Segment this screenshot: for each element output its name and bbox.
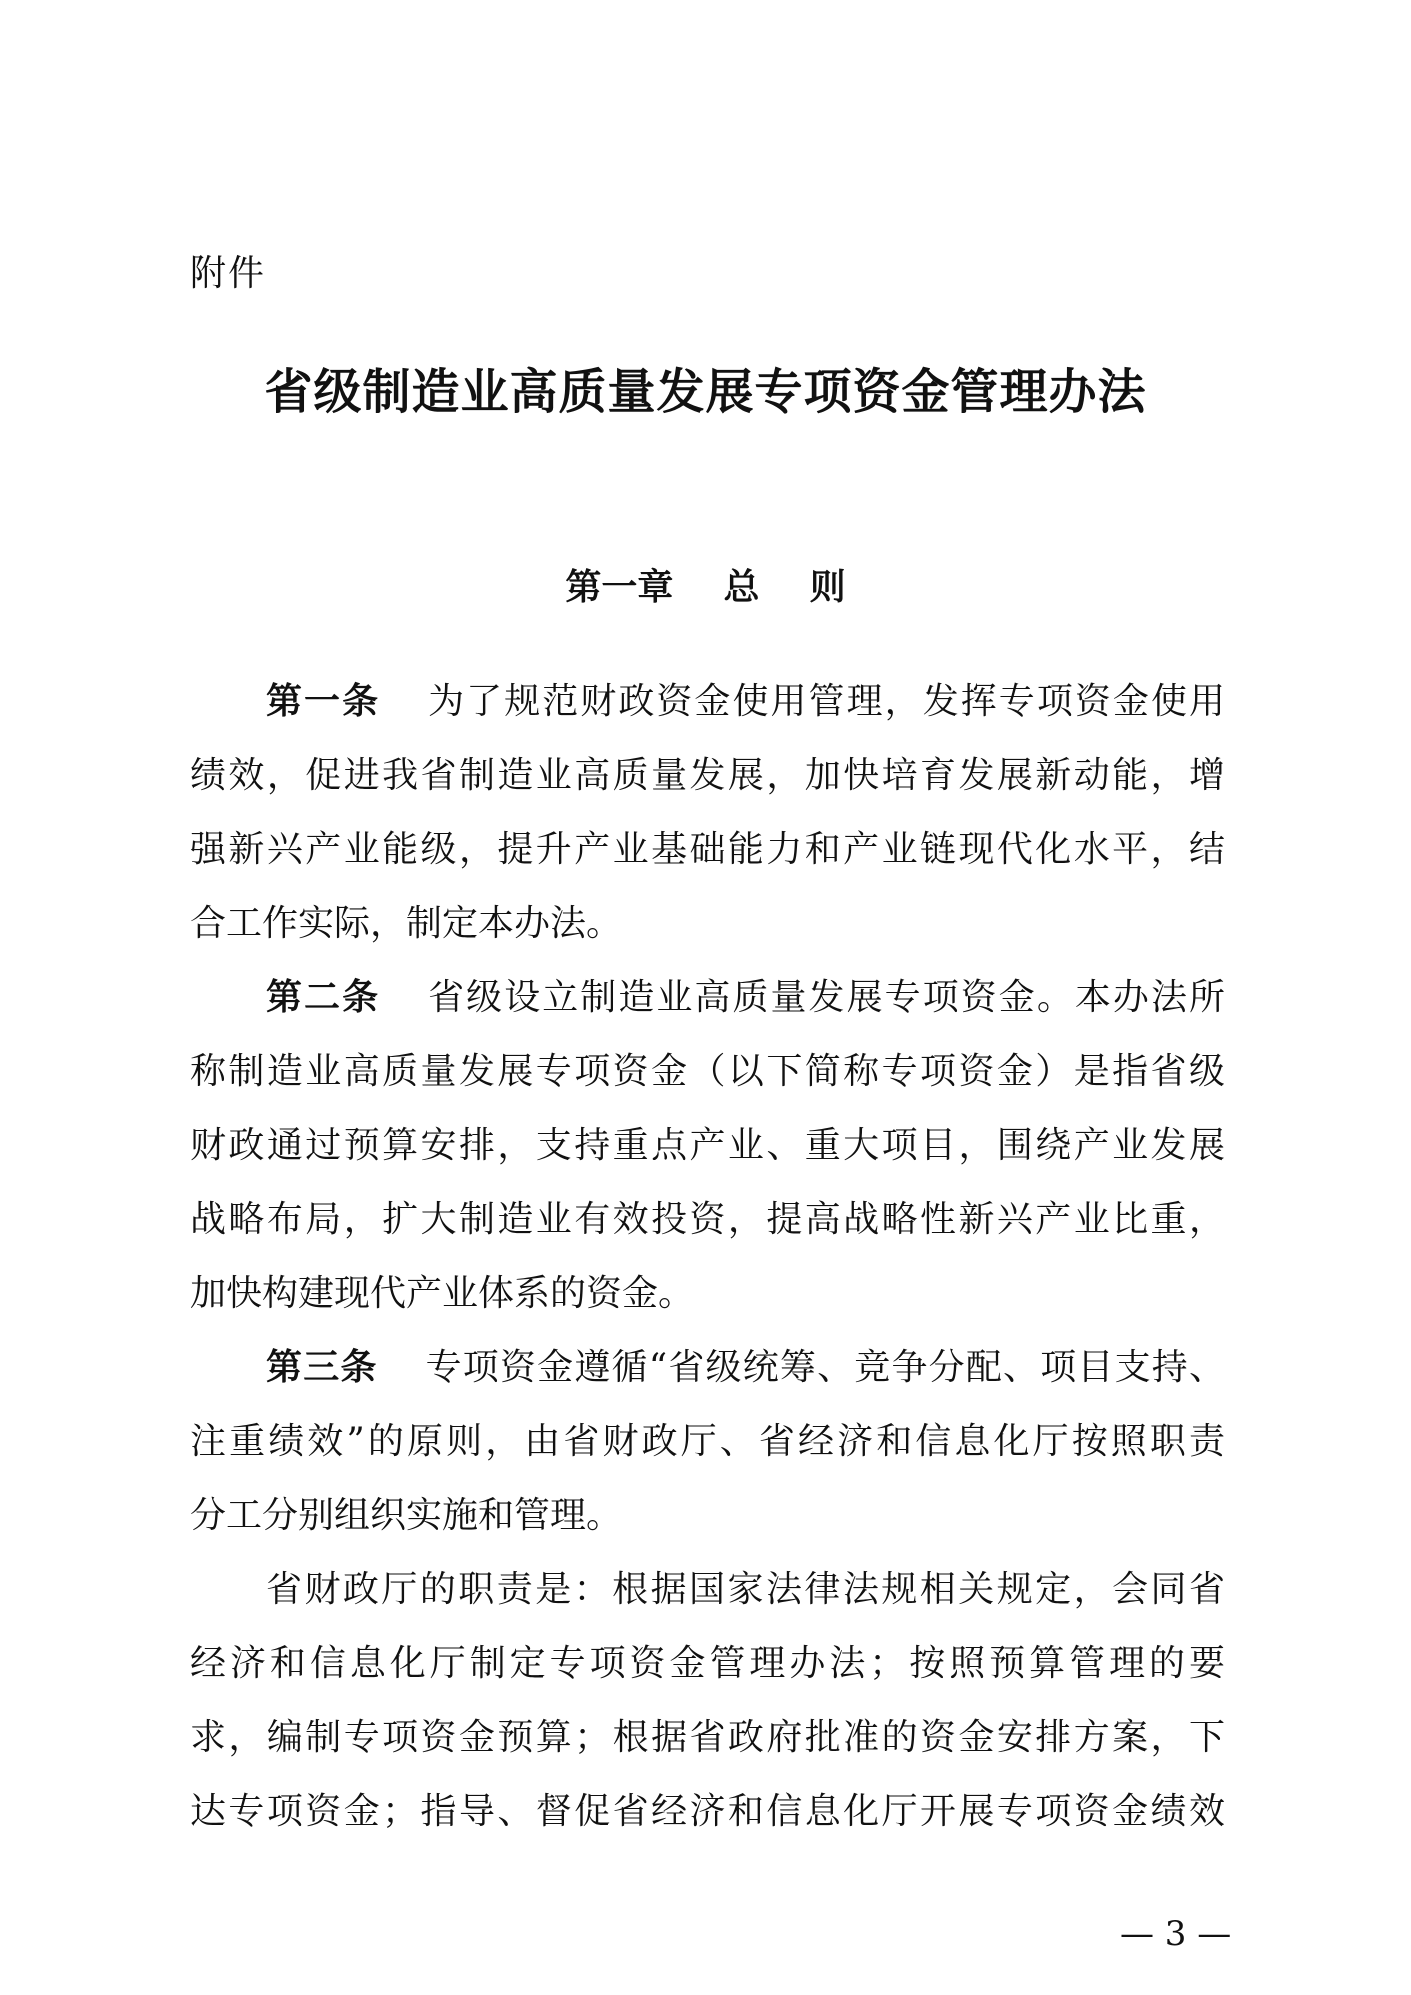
article-line: 第三条 专项资金遵循“省级统筹、竞争分配、项目支持、 [266, 1347, 1225, 1388]
paragraph-line: 达专项资金；指导、督促省经济和信息化厅开展专项资金绩效 [190, 1791, 1225, 1832]
article-line: 战略布局，扩大制造业有效投资，提高战略性新兴产业比重， [190, 1199, 1225, 1240]
article-1 [190, 665, 1225, 961]
article-line: 第一条 为了规范财政资金使用管理，发挥专项资金使用 [266, 681, 1225, 722]
article-line: 财政通过预算安排，支持重点产业、重大项目，围绕产业发展 [190, 1125, 1225, 1166]
paragraph-line: 省财政厅的职责是：根据国家法律法规相关规定，会同省 [266, 1569, 1225, 1610]
document-body [190, 665, 1225, 1849]
article-line: 第二条 省级设立制造业高质量发展专项资金。本办法所 [266, 977, 1225, 1018]
article-line: 称制造业高质量发展专项资金（以下简称专项资金）是指省级 [190, 1051, 1225, 1092]
article-heading: 第一条 [266, 681, 381, 722]
article-line: 合工作实际，制定本办法。 [190, 903, 623, 944]
paragraph-line: 经济和信息化厅制定专项资金管理办法；按照预算管理的要 [190, 1643, 1225, 1684]
article-line: 分工分别组织实施和管理。 [190, 1495, 623, 1536]
article-line: 注重绩效”的原则，由省财政厅、省经济和信息化厅按照职责 [190, 1421, 1225, 1462]
article-line: 绩效，促进我省制造业高质量发展，加快培育发展新动能，增 [190, 755, 1225, 796]
attachment-label: 附件 [190, 253, 267, 294]
article-heading: 第二条 [266, 977, 381, 1018]
article-2 [190, 961, 1225, 1331]
article-line: 强新兴产业能级，提升产业基础能力和产业链现代化水平，结 [190, 829, 1225, 870]
page-number: — 3 — [1120, 1914, 1232, 1954]
chapter-title: 第一章 总 则 [565, 567, 846, 608]
article-3 [190, 1331, 1225, 1553]
responsibilities-paragraph [190, 1553, 1225, 1849]
article-heading: 第三条 [266, 1347, 378, 1388]
paragraph-line: 求，编制专项资金预算；根据省政府批准的资金安排方案，下 [190, 1717, 1225, 1758]
article-line: 加快构建现代产业体系的资金。 [190, 1273, 695, 1314]
document-title: 省级制造业高质量发展专项资金管理办法 [264, 364, 1147, 420]
